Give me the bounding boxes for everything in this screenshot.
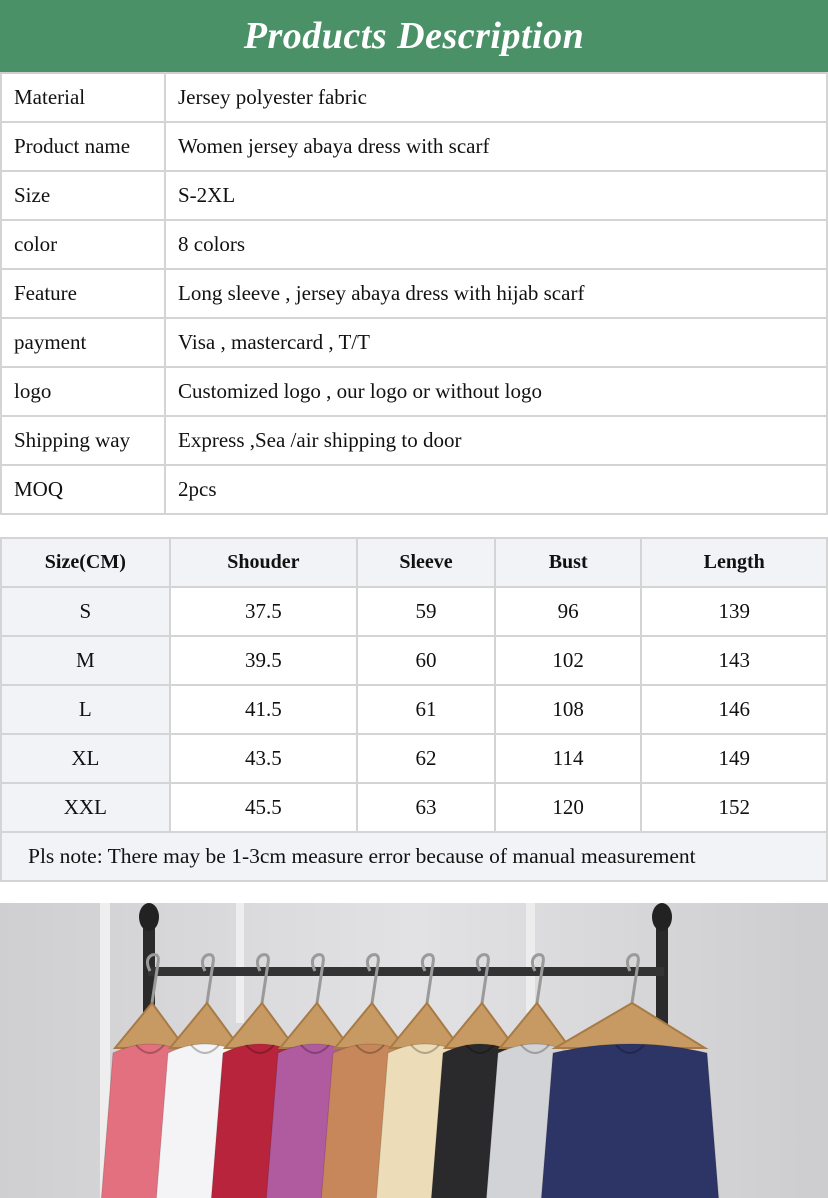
table-cell: 62 <box>357 734 495 783</box>
table-cell: 61 <box>357 685 495 734</box>
table-cell: 59 <box>357 587 495 636</box>
rack-finial-left <box>139 903 159 931</box>
rack-bar <box>148 967 664 976</box>
table-row <box>1 73 827 122</box>
spec-value: Express ,Sea /air shipping to door <box>165 416 827 465</box>
table-cell: 39.5 <box>170 636 358 685</box>
spec-key: Product name <box>1 122 165 171</box>
table-cell: 37.5 <box>170 587 358 636</box>
spec-key: Material <box>1 73 165 122</box>
table-cell: 149 <box>641 734 827 783</box>
table-cell: 152 <box>641 783 827 832</box>
spec-value: Jersey polyester fabric <box>165 73 827 122</box>
table-row <box>1 783 827 832</box>
spec-key: Feature <box>1 269 165 318</box>
column-header: Bust <box>495 538 642 587</box>
measurement-note: Pls note: There may be 1-3cm measure error because of manual measurement <box>1 832 827 881</box>
size-label: S <box>1 587 170 636</box>
table-cell: 114 <box>495 734 642 783</box>
table-row <box>1 171 827 220</box>
rack-finial-right <box>652 903 672 931</box>
spec-key: Shipping way <box>1 416 165 465</box>
table-cell: 139 <box>641 587 827 636</box>
column-header: Sleeve <box>357 538 495 587</box>
column-header: Shouder <box>170 538 358 587</box>
table-cell: 120 <box>495 783 642 832</box>
spec-value: 8 colors <box>165 220 827 269</box>
abaya-dress <box>541 1044 719 1198</box>
spec-value: Customized logo , our logo or without logo <box>165 367 827 416</box>
column-header: Length <box>641 538 827 587</box>
page-header <box>0 0 828 72</box>
table-row <box>1 465 827 514</box>
size-chart-table <box>0 537 828 882</box>
table-row <box>1 122 827 171</box>
spec-value: 2pcs <box>165 465 827 514</box>
product-spec-table <box>0 72 828 515</box>
table-row <box>1 318 827 367</box>
spec-key: color <box>1 220 165 269</box>
table-cell: 45.5 <box>170 783 358 832</box>
table-cell: 63 <box>357 783 495 832</box>
spec-value: S-2XL <box>165 171 827 220</box>
spec-value: Long sleeve , jersey abaya dress with hijab scarf <box>165 269 827 318</box>
table-row <box>1 367 827 416</box>
spec-key: Size <box>1 171 165 220</box>
table-row <box>1 269 827 318</box>
table-cell: 41.5 <box>170 685 358 734</box>
size-label: L <box>1 685 170 734</box>
size-label: XXL <box>1 783 170 832</box>
size-label: XL <box>1 734 170 783</box>
page-title: Products Description <box>243 15 585 57</box>
table-cell: 102 <box>495 636 642 685</box>
table-row <box>1 685 827 734</box>
size-chart-header-row <box>1 538 827 587</box>
spec-key: logo <box>1 367 165 416</box>
table-cell: 96 <box>495 587 642 636</box>
spec-key: payment <box>1 318 165 367</box>
table-cell: 108 <box>495 685 642 734</box>
table-cell: 43.5 <box>170 734 358 783</box>
table-row <box>1 587 827 636</box>
clothes-rack-illustration <box>0 903 828 1198</box>
table-row <box>1 734 827 783</box>
spec-value: Women jersey abaya dress with scarf <box>165 122 827 171</box>
spec-value: Visa , mastercard , T/T <box>165 318 827 367</box>
product-photo <box>0 903 828 1198</box>
table-row <box>1 416 827 465</box>
table-cell: 146 <box>641 685 827 734</box>
table-row <box>1 220 827 269</box>
size-label: M <box>1 636 170 685</box>
column-header: Size(CM) <box>1 538 170 587</box>
wall-molding <box>236 903 244 1023</box>
table-row <box>1 636 827 685</box>
table-cell: 60 <box>357 636 495 685</box>
note-row <box>1 832 827 881</box>
table-cell: 143 <box>641 636 827 685</box>
spec-key: MOQ <box>1 465 165 514</box>
